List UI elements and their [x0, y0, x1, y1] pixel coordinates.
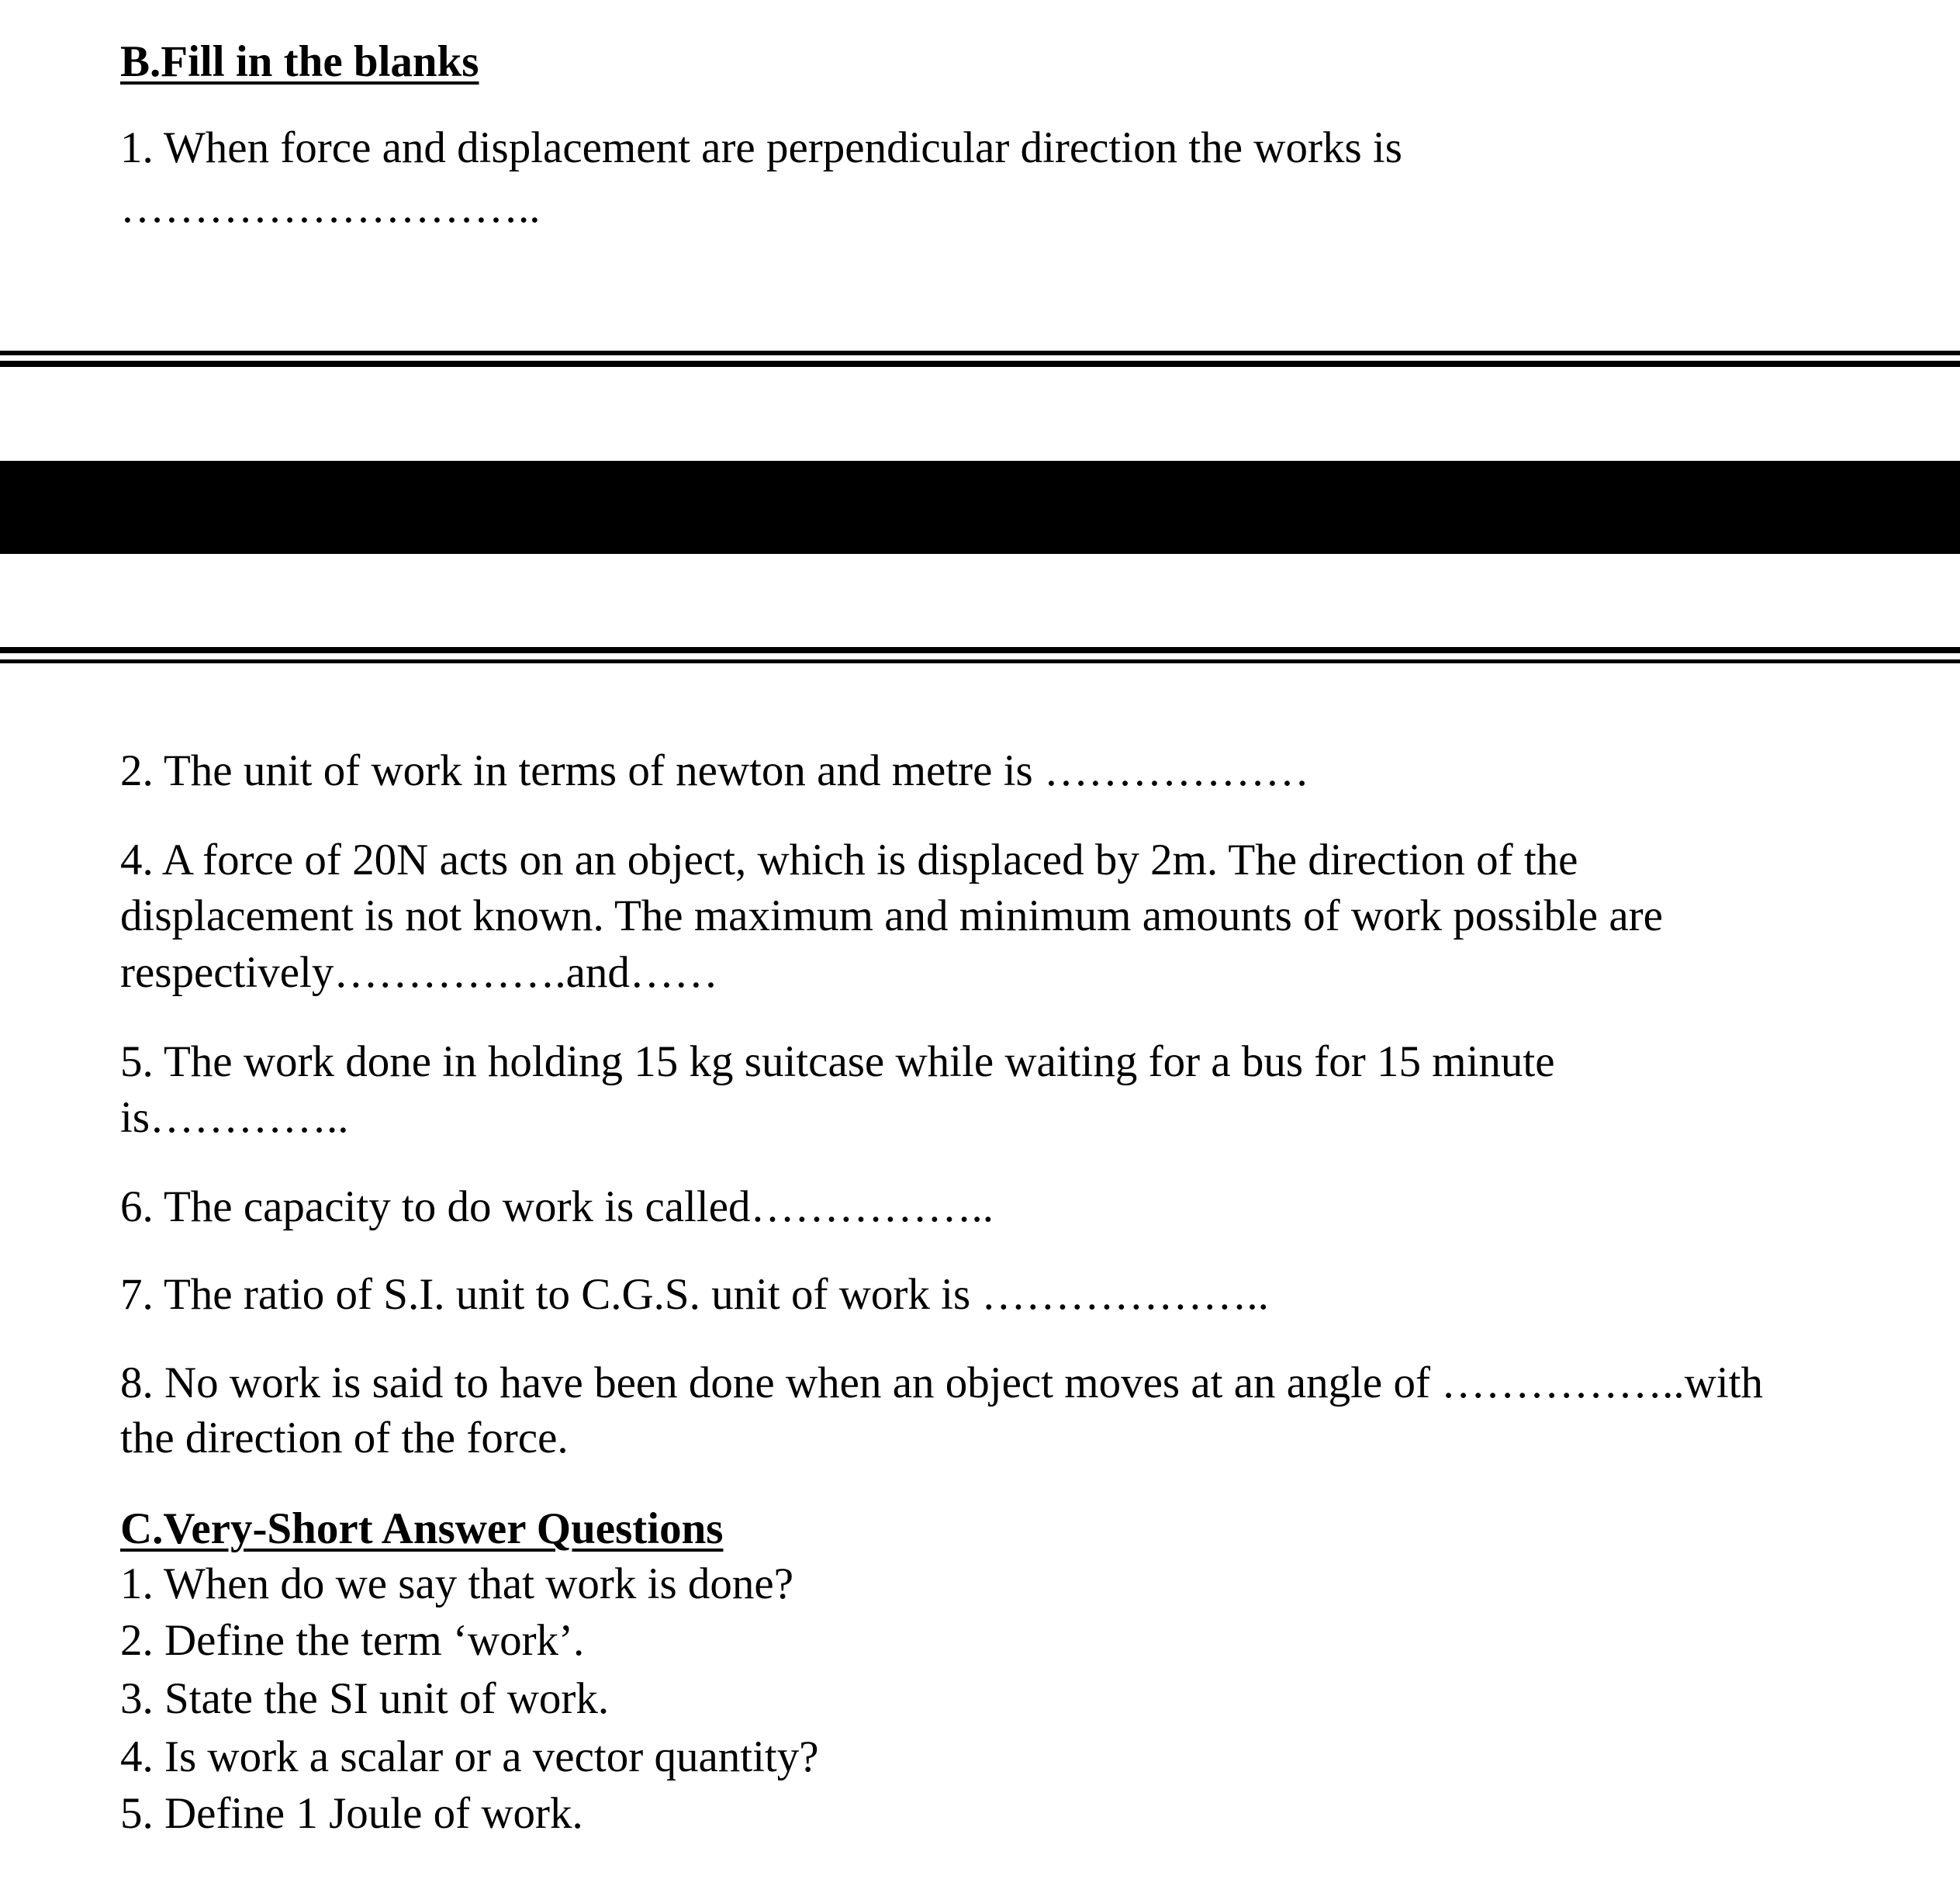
short-question-2: 2. Define the term ‘work’.: [120, 1616, 585, 1665]
question-8-line-1: 8. No work is said to have been done when an object moves at an angle of ……………..with: [120, 1358, 1764, 1407]
short-question-3: 3. State the SI unit of work.: [120, 1674, 610, 1723]
page-gap-bar: [0, 461, 1960, 554]
question-4-line-2: displacement is not known. The maximum and minimum amounts of work possible are: [120, 891, 1663, 940]
question-8-line-2: the direction of the force.: [120, 1414, 569, 1462]
question-4-line-1: 4. A force of 20N acts on an object, which is displaced by 2m. The direction of the: [120, 836, 1578, 884]
short-question-1: 1. When do we say that work is done?: [120, 1559, 793, 1608]
question-1-blank: ………………………..: [120, 183, 541, 232]
section-c-heading: C.Very-Short Answer Questions: [120, 1504, 724, 1553]
question-4-line-3: respectively…………….and……: [120, 948, 718, 997]
question-5-line-2: is…………..: [120, 1093, 349, 1142]
question-2: 2. The unit of work in terms of newton and metre is ………………: [120, 746, 1309, 795]
question-6: 6. The capacity to do work is called……………..: [120, 1182, 994, 1231]
separator-line-top-2: [0, 361, 1960, 367]
question-7: 7. The ratio of S.I. unit to C.G.S. unit of work is ………………..: [120, 1270, 1269, 1319]
separator-line-bottom-1: [0, 647, 1960, 653]
question-1-line-1: 1. When force and displacement are perpendicular direction the works is: [120, 123, 1402, 172]
section-b-heading: B.Fill in the blanks: [120, 37, 479, 86]
question-5-line-1: 5. The work done in holding 15 kg suitcase while waiting for a bus for 15 minute: [120, 1037, 1555, 1086]
separator-line-bottom-2: [0, 659, 1960, 663]
short-question-4: 4. Is work a scalar or a vector quantity?: [120, 1732, 819, 1781]
short-question-5: 5. Define 1 Joule of work.: [120, 1789, 583, 1838]
separator-line-top-1: [0, 351, 1960, 355]
